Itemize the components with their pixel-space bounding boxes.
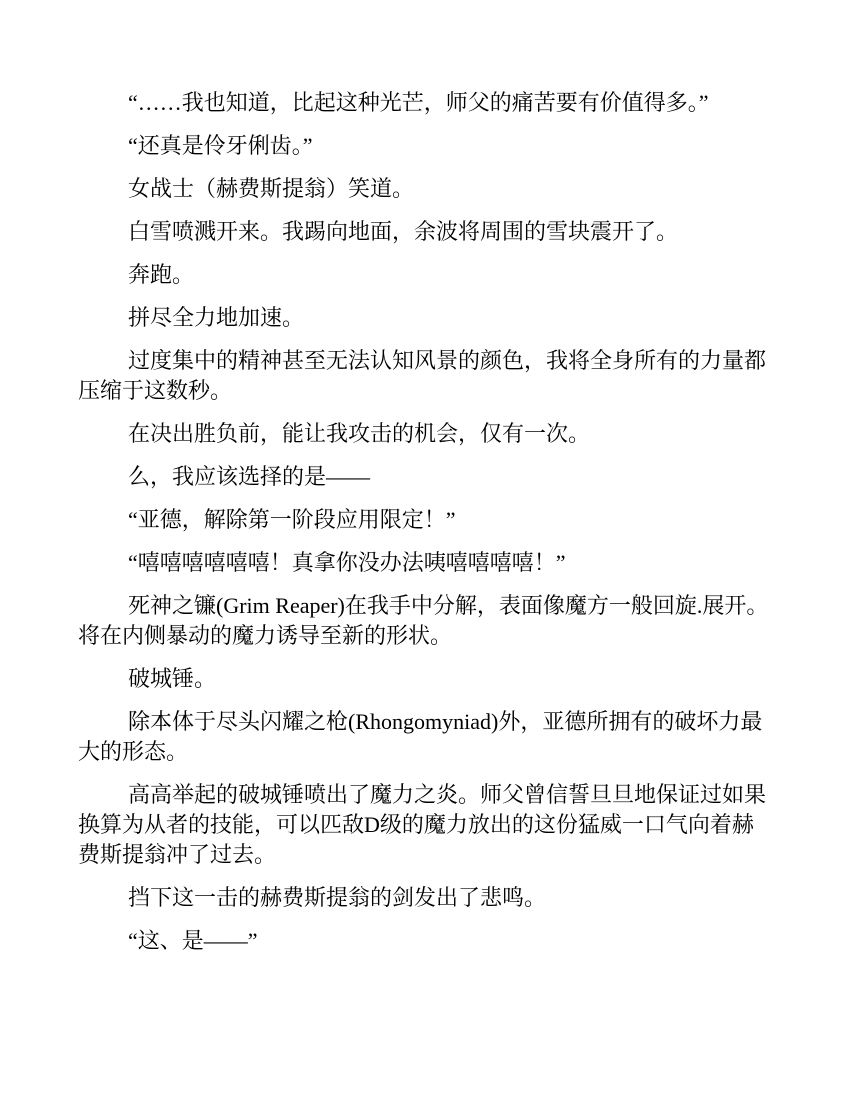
paragraph: “嘻嘻嘻嘻嘻嘻！真拿你没办法咦嘻嘻嘻嘻！” [128,550,566,575]
paragraph: 高高举起的破城锤喷出了魔力之炎。师父曾信誓旦旦地保证过如果换算为从者的技能，可以匹敌D级的魔力放出的这份猛威一口气向着赫费斯提翁冲了过去。 [78,782,767,867]
paragraph: 死神之镰(Grim Reaper)在我手中分解，表面像魔方一般回旋.展开。将在内侧暴动的魔力诱导至新的形状。 [78,593,769,648]
paragraph: 拼尽全力地加速。 [128,305,305,330]
paragraph: 挡下这一击的赫费斯提翁的剑发出了悲鸣。 [128,885,547,910]
paragraph: 么，我应该选择的是—— [128,464,371,489]
paragraph: “还真是伶牙俐齿。” [128,133,313,158]
paragraph: 过度集中的精神甚至无法认知风景的颜色，我将全身所有的力量都压缩于这数秒。 [78,348,767,403]
paragraph: 女战士（赫费斯提翁）笑道。 [128,176,415,201]
paragraph: 在决出胜负前，能让我攻击的机会，仅有一次。 [128,421,591,446]
paragraph: “这、是——” [128,928,258,953]
paragraph: “亚德，解除第一阶段应用限定！” [128,507,456,532]
paragraph: “……我也知道，比起这种光芒，师父的痛苦要有价值得多。” [128,90,709,115]
paragraph: 破城锤。 [128,666,217,691]
paragraph: 除本体于尽头闪耀之枪(Rhongomyniad)外，亚德所拥有的破坏力最大的形态。 [78,709,763,764]
paragraph: 奔跑。 [128,262,195,287]
paragraph: 白雪喷溅开来。我踢向地面，余波将周围的雪块震开了。 [128,219,679,244]
